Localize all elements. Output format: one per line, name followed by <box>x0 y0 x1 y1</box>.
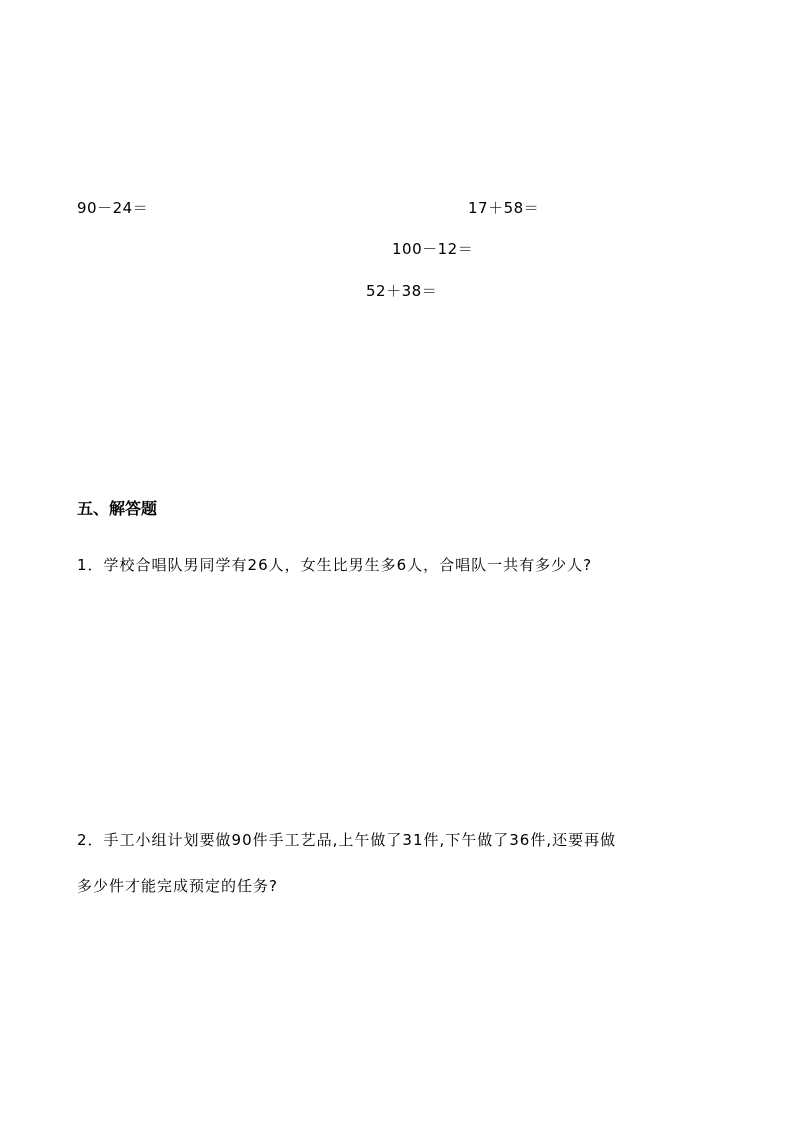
question-1-text: 1．学校合唱队男同学有26人，女生比男生多6人，合唱队一共有多少人? <box>77 556 593 574</box>
calculation-item: 90－24＝ <box>77 199 149 217</box>
calculation-item: 17＋58＝ <box>468 199 540 217</box>
question-2-text-line-1: 2．手工小组计划要做90件手工艺品,上午做了31件,下午做了36件,还要再做 <box>77 831 617 849</box>
calculation-item: 52＋38＝ <box>366 282 438 300</box>
section-title: 五、解答题 <box>77 499 158 518</box>
calculation-item: 100－12＝ <box>392 240 474 258</box>
question-2-text-line-2: 多少件才能完成预定的任务? <box>77 877 278 895</box>
